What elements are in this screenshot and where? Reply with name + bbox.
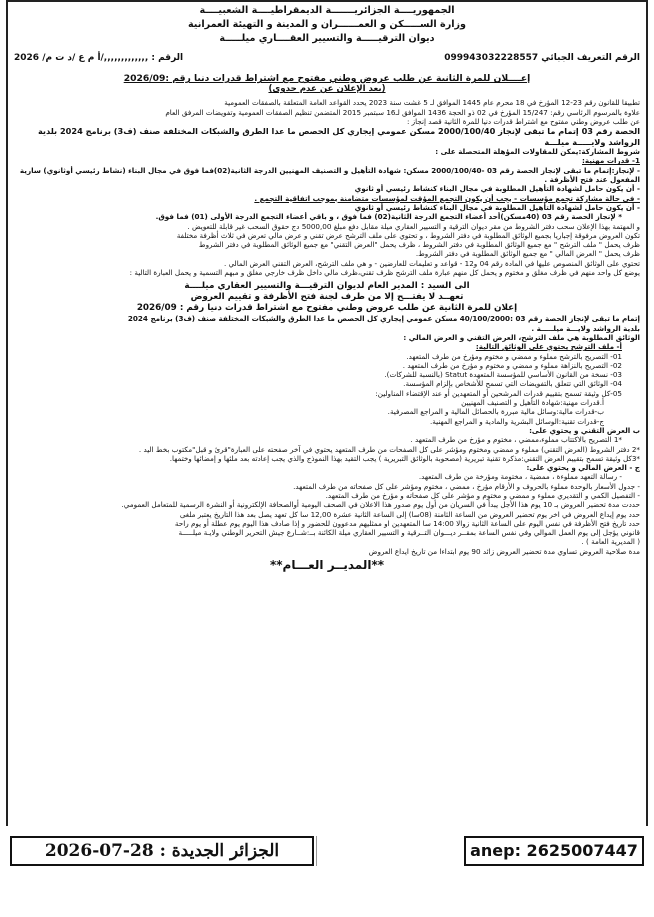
technical-offer-title: ب العرض التقني و يحتوي على: [529,425,640,435]
header-office: ديوان الترقيـــــة والتسيير العقــــاري ميلـــــة [219,33,435,44]
address-notice: تعهــد لا يفتـــح إلا من طرف لجنة فتح الأظرفة و تقييم العروض [190,292,464,303]
candidacy-file-title: أ- ملف الترشح يحتوي على الوثائق التالية: [475,342,622,352]
candidacy-item-1: 01- التصريح بالترشح مملوء و ممضي و مختوم ومؤرخ من طرف المتعهد. [406,351,622,361]
capacity-line-7: تكون العروض مرفوقة إجباريا بجميع الوثائق المطلوبة في دفتر الشروط ، و تحتوي على ملف الترشح عرض تقني و عرض مالي تعرض في ثلاث أظرفة مختلفة [176,230,640,240]
participation-conditions: شروط المشاركة:يمكن للمقاولات المؤهلة المتحصلة على : [435,147,640,157]
newspaper-date-box: الجزائر الجديدة : 28-07-2026 [10,836,314,866]
deposit-day: حدد يوم إيداع العروض في اخر يوم تحضير العروض من الساعة الثامنة (08سا) إلى الساعة الثانية عشرة 12,00 سا كل تعهد يصل بعد هذا التاريخ يعتبر ملغى [179,509,640,519]
capacity-line-11: يوضع كل واحد منهم في ظرف مغلق و مختوم و يحمل كل منهم عبارة ملف الترشح ظرف تقني،ظرف مالي داخل ظرف خارجي مغلق و مبهم التسمية و يحمل العبارة التالية : [129,268,640,278]
director-signature: **المديــر العـــام** [269,558,385,573]
capacity-line-1: - لإنجاز:إتمام ما تبقى لإنجاز الحصة رقم 03 -2000/100/40 مسكن: شهادة التأهيل و التصنيف المهنيين الدرجة الثانية(02)فما فوق في مجال البناء (نشاط رئيسي أوثانوي) سارية المفعول عند فتح الأظرفة . [19,165,640,185]
intro-call: عن طلب عروض وطني مفتوح مع اشتراط قدرات دنيا للمرة الثانية قصد إنجاز : [406,116,640,126]
address-location: بلدية الرواشد ولايـــة ميلـــــة . [531,323,640,333]
project-description: الحصة رقم 03 إتمام ما تبقى لإنجاز 2000/100/40 مسكن عمومي إيجاري كل الحصص ما عدا الطرق والشبكات المختلفة صنف (ف3) برنامج 2024 بلدية الرواشد ولايـــــة ميلـــة [37,126,640,147]
technical-item-1: *1 التصريح بالاكتتاب مملوء،ممضي ، مختوم و مؤرخ من طرف المتعهد . [410,435,622,445]
candidacy-item-3: 03- نسخة من القانون الأساسي للمؤسسة المتعهدة Statut (بالنسبة للشركات). [384,370,622,380]
footer-divider [316,836,317,866]
intro-law: تطبيقا للقانون رقم 23-12 المؤرخ في 18 محرم عام 1445 الموافق لـ 5 غشت سنة 2023 يحدد القواعد العامة المتعلقة بالصفقات العمومية [224,98,640,108]
capacity-line-8: ظرف يحمل " ملف الترشح " مع جميع الوثائق المطلوبة في دفتر الشروط ، ظرف يحمل "العرض التقني" مع جميع الوثائق المطلوبة في دفتر الشروط [198,240,640,250]
capacity-line-6: و المهتمة بهذا الإعلان سحب دفتر الشروط من مقر ديوان الترقية و التسيير العقاري ميلة مقابل دفع مبلغ 5000,00 دج حقوق السحب غير قابلة للتعويض . [187,221,640,231]
opening-date: حدد تاريخ فتح الأظرفة في نفس اليوم على الساعة الثانية زوالا 14:00 سا المتعهدين او ممثليهم مدعوون للحضور و إذا صادف هذا اليوم يوم عطلة أو يوم راحة [174,518,640,528]
technical-item-3: *3كل وثيقة تسمح بتقييم العرض التقني:مذكرة تقنية تبريرية (مصحوبة بالوثائق التبريرية ) يجب التقيد بهذا النموذج والذي يجب إعادته بعد ملئها و إمضائها وختمها. [169,453,640,463]
candidacy-item-5: 05-كل وثيقة تسمح بتقييم قدرات المرشحين أو المتعهدين أو عند الإقتضاء المناولين: [375,388,622,398]
fiscal-id: الرقم التعريف الجبائي 099943032228557 [444,53,640,63]
header-ministry: وزارة الســـــكن و العمــــــران و المدينة و التهيئة العمرانية [187,19,466,30]
header-republic: الجمهوريــــة الجزائريـــــــة الديمقراطيــــة الشعبيــــة [199,5,455,16]
preparation-period: حددت مدة تحضير العروض بـ 10 يوم هذا الأجل يبدأ في السريان من أول يوم صدور هذا الاعلان في الصحف اليومية أوالصحافة الإلكترونية أو النشرة الرسمية للمتعامل العمومي. [121,500,640,510]
capacity-line-9: ظرف يحمل " العرض المالي " مع جميع الوثائق المطلوبة في دفتر الشروط. [415,249,640,259]
capacity-line-3: - في حالة مشاركة تجمع مؤسسات - يجب أن يكون التجمع المؤقت لمؤسسات متضامنة بموجب اتفاقية التجمع . [254,193,640,203]
general-directorate: ( المديرية العامة ) . [581,537,640,547]
announcement-page [6,0,648,917]
capacity-professional: أ.قدرات مهنية:شهادة التأهيل و التصنيف المهنيين [461,398,604,408]
publication-footer [6,836,648,866]
capacity-heading: 1- قدرات مهنية: [582,156,640,166]
address-announcement: إعلان للمرة الثانية عن طلب عروض وطني مفتوح مع اشتراط قدرات دنيا رقم : 2026/09 [136,303,518,314]
frame-left-rule [6,0,8,826]
intro-decree: علاوة بالمرسوم الرئاسي رقم: 15/247 المؤرخ في 02 ذو الحجة 1436 الموافق لـ16 سبتمبر 2015 المتضمن تنظيم الصفقات العمومية وتفويضات المرفق العام [165,107,640,117]
technical-item-2: *2 دفتر الشروط (العرض التقني) مملوء و ممضي ومختوم ومؤشر على كل الصفحات من طرف المتعهد يحتوي في آخر صفحته على العبارة"قرئ و قبل"مكتوب بخط اليد . [138,444,640,454]
capacity-technical: ج-قدرات تقنية:الوسائل البشرية والمادية و المراجع المهنية. [429,416,604,426]
validity-period: مدة صلاحية العروض تساوي مدة تحضير العروض زائد 90 يوم ابتداءا من تاريخ ايداع العروض [368,546,640,556]
candidacy-item-2: 02- التصريح بالنزاهة مملوء و ممضي و مختوم و مؤرخ من طرف المتعهد . [402,360,622,370]
financial-offer-title: ج - العرض المالي و يحتوي على: [526,463,640,473]
financial-item-3: - التفصيل الكمي و التقديري مملوء و ممضي و مختوم و مؤشر على كل صفحاته و مؤرخ من طرف المتعهد. [325,490,640,500]
announcement-content [14,4,640,822]
frame-right-rule [646,0,648,826]
anep-number-box: anep: 2625007447 [464,836,644,866]
reference-number: الرقم : ,,,,,,,,,,,,,/أ م ع /د ت م/ 2026 [14,53,184,63]
financial-item-1: - رسالة التعهد مملوءة ، ممضية ، مختومة ومؤرخة من طرف المتعهد. [418,472,622,482]
capacity-financial: ب-قدرات مالية:وسائل مالية مبررة بالحصائل المالية و المراجع المصرفية. [387,407,604,417]
capacity-line-10: تحتوي على الوثائق المنصوص عليها في المادة رقم 04 و12 - قواعد و تعليمات للعارضين - و هي ملف الترشح، العرض التقني العرض المالي . [223,258,640,268]
capacity-line-5: * لإنجاز الحصة رقم 03 (40مسكن)أحد أعضاء التجمع الدرجة الثانية(02) فما فوق ، و باقي أعضاء التجمع الدرجة الأولى (01) فما فوق. [155,212,622,222]
documents-intro: الوثائق المطلوبة هي ملف الترشح، العرض التقني و العرض المالي : [403,332,640,342]
candidacy-item-4: 04- الوثائق التي تتعلق بالتفويضات التي تسمح للأشخاص بإلزام المؤسسة. [403,379,622,389]
financial-item-2: - جدول الأسعار بالوحدة مملوء بالحروف و الأرقام مؤرخ ، ممضي ، مختوم ومؤشر على كل صفحاته من طرف المتعهد. [293,481,640,491]
announcement-title: إعــــلان للمرة الثانية عن طلب عروض وطني مفتوح مع اشتراط قدرات دنيا رقم :2026/09 [123,73,531,85]
capacity-line-4: - أن يكون حامل لشهادة التأهيل المطلوبة في مجال البناء كنشاط رئيسي أو ثانوي [354,202,640,212]
address-recipient: الى السيد : المدير العام لديوان الترقيـــة والتسيير العقاري ميلــــة [184,281,470,292]
announcement-subtitle: (بعد الإعلان عن عدم جدوى) [268,84,386,95]
postponement-note: قانوني يؤجل إلى يوم العمل الموالي وفي نفس الساعة بمقــر ديـــوان التــرقية و التسيير العقاري ميلة الكائنة بــ:شــارع جيش التحرير الوطني ولايـة ميلـــــة [178,528,640,538]
frame-top-rule [6,0,648,2]
capacity-line-2: - أن يكون حامل لشهادة التأهيل المطلوبة في مجال البناء كنشاط رئيسي أو ثانوي [354,184,640,194]
address-project: إتمام ما تبقى لإنجاز الحصة رقم 03 :40/100/2000 مسكن عمومي إيجاري كل الحصص ما عدا الطرق والشبكات المختلفة صنف (ف3) برنامج 2024 [127,314,640,324]
reference-row [14,54,640,63]
